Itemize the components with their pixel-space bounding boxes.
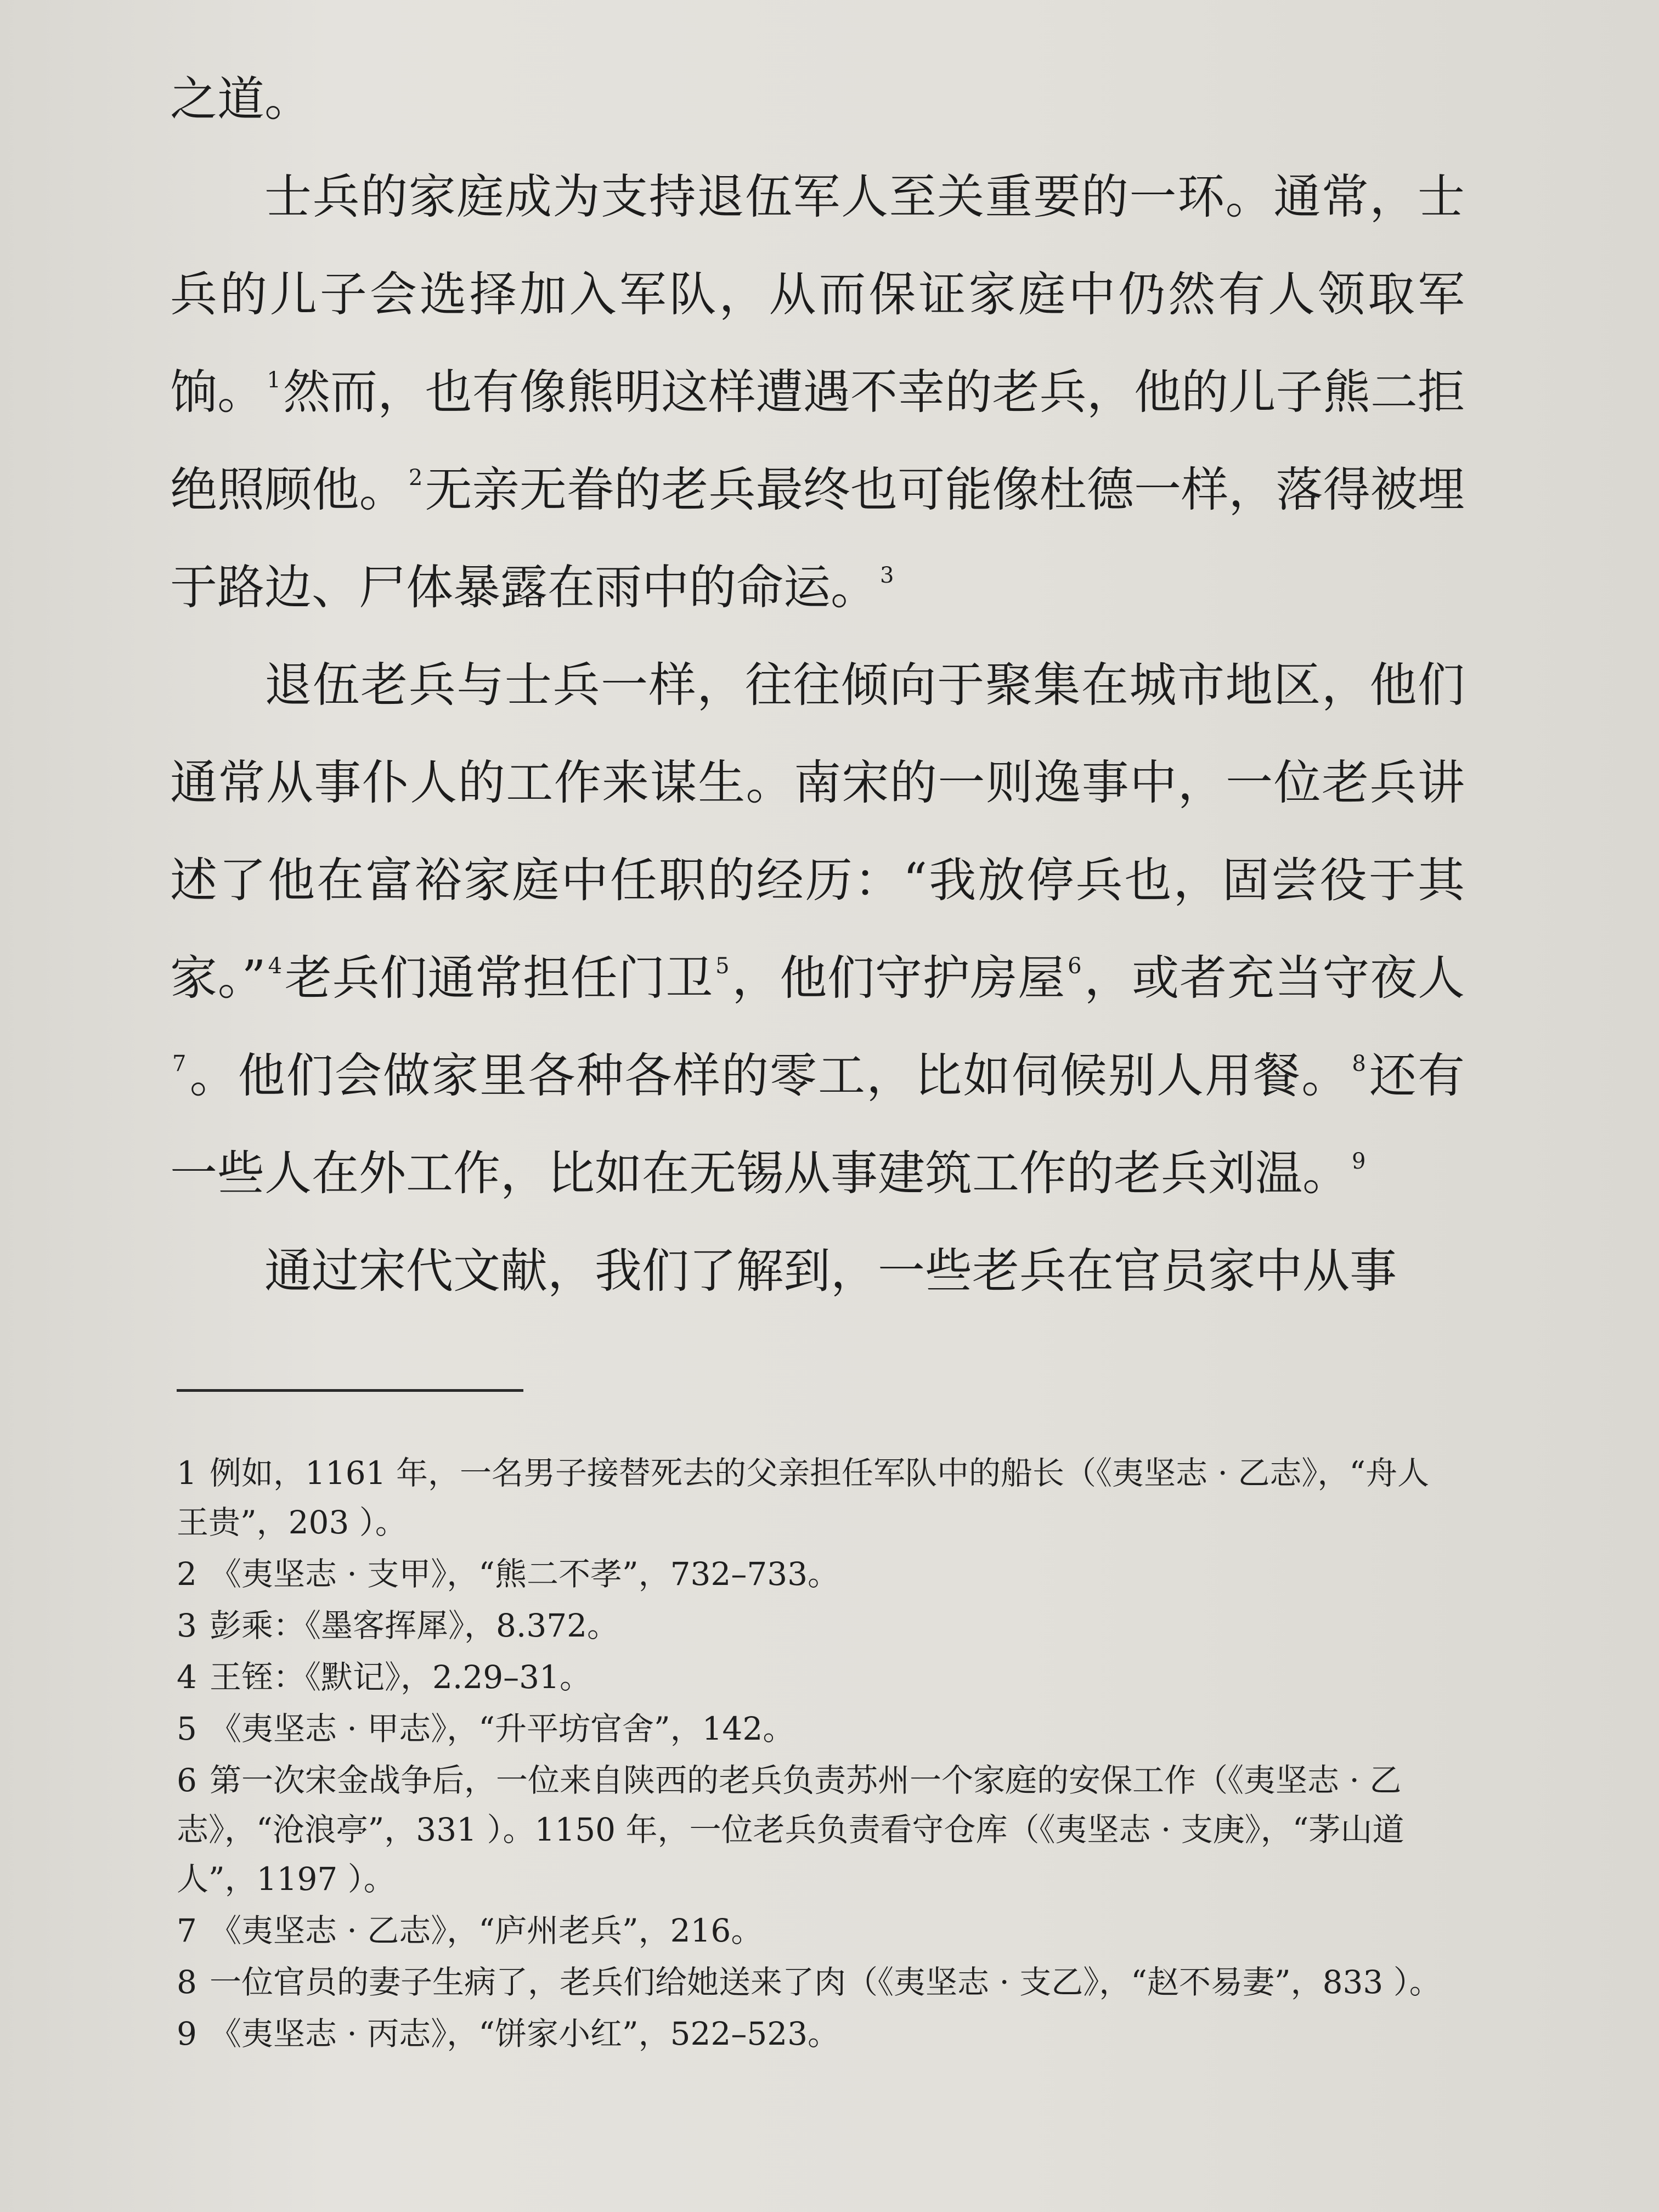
footnote-1	[177, 1448, 1455, 1547]
footnotes	[177, 1448, 1455, 2061]
footnote-text: 《夷坚志 · 甲志》，“升平坊官舍”，142。	[210, 1710, 795, 1747]
footnote-number: 9	[177, 2015, 197, 2052]
footnote-6	[177, 1756, 1455, 1904]
footnote-text: 例如，1161 年，一名男子接替死去的父亲担任军队中的船长（《夷坚志 · 乙志》，“舟人王贵”，203 ）。	[177, 1454, 1430, 1541]
footnote-4	[177, 1652, 1455, 1702]
paragraph-text: 。他们会做家里各种各样的零工，比如伺候别人用餐。	[188, 1048, 1350, 1103]
footnote-text: 一位官员的妻子生病了，老兵们给她送来了肉（《夷坚志 · 支乙》，“赵不易妻”，833 ）。	[210, 1963, 1441, 2001]
paragraph-text: 退伍老兵与士兵一样，往往倾向于聚集在城市地区，他们通常从事仆人的工作来谋生。南宋的一则逸事中，一位老兵讲述了他在富裕家庭中任职的经历：“我放停兵也，固尝役于其家。”	[170, 658, 1465, 1006]
paragraph-continuation	[170, 50, 1465, 148]
paragraph-text: 然而，也有像熊明这样遭遇不幸的老兵，他的儿子熊二拒绝照顾他。	[170, 365, 1465, 517]
paragraph-text: 士兵的家庭成为支持退伍军人至关重要的一环。通常，士兵的儿子会选择加入军队，从而保证家庭中仍然有人领取军饷。	[170, 170, 1465, 420]
footnote-number: 7	[177, 1912, 197, 1949]
footnote-number: 5	[177, 1710, 197, 1747]
paragraph-text: 之道。	[170, 72, 312, 127]
main-text	[170, 50, 1465, 1320]
footnote-number: 6	[177, 1762, 197, 1799]
paragraph-text: ，他们守护房屋	[731, 951, 1066, 1006]
footnote-text: 《夷坚志 · 乙志》，“庐州老兵”，216。	[210, 1912, 763, 1949]
footnote-ref-6[interactable]: 6	[1068, 953, 1082, 979]
footnote-ref-4[interactable]: 4	[268, 953, 283, 979]
footnote-ref-3[interactable]: 3	[880, 563, 894, 588]
footnote-text: 第一次宋金战争后，一位来自陕西的老兵负责苏州一个家庭的安保工作（《夷坚志 · 乙志》，“沧浪亭”，331 ）。1150 年，一位老兵负责看守仓库（《夷坚志 · 支庚》，“茅山道人”，1197 ）。	[177, 1762, 1404, 1898]
footnote-5	[177, 1704, 1455, 1753]
footnote-ref-1[interactable]: 1	[267, 368, 281, 393]
paragraph-text: 无亲无眷的老兵最终也可能像杜德一样，落得被埋于路边、尸体暴露在雨中的命运。	[170, 462, 1465, 615]
footnote-text: 王铚：《默记》，2.29–31。	[210, 1658, 591, 1696]
paragraph-family	[170, 148, 1465, 636]
footnote-number: 4	[177, 1658, 197, 1696]
paragraph-text: 老兵们通常担任门卫	[284, 951, 714, 1006]
paragraph-officials	[170, 1222, 1465, 1320]
paragraph-text: ，或者充当守夜人	[1084, 951, 1465, 1006]
footnote-ref-8[interactable]: 8	[1352, 1051, 1366, 1076]
footnote-text: 彭乘：《墨客挥犀》，8.372。	[210, 1607, 619, 1644]
footnote-ref-9[interactable]: 9	[1352, 1149, 1366, 1174]
footnote-ref-7[interactable]: 7	[172, 1051, 187, 1076]
footnote-9	[177, 2009, 1455, 2058]
footnote-text: 《夷坚志 · 支甲》，“熊二不孝”，732–733。	[210, 1555, 840, 1593]
footnote-ref-2[interactable]: 2	[408, 465, 423, 490]
footnote-ref-5[interactable]: 5	[715, 953, 730, 979]
footnote-number: 1	[177, 1454, 197, 1492]
footnote-text: 《夷坚志 · 丙志》，“饼家小红”，522–523。	[210, 2015, 840, 2052]
footnote-divider	[177, 1389, 523, 1392]
footnote-number: 2	[177, 1555, 197, 1593]
footnote-2	[177, 1549, 1455, 1599]
footnote-7	[177, 1906, 1455, 1955]
footnote-3	[177, 1601, 1455, 1650]
paragraph-servants	[170, 636, 1465, 1222]
paragraph-text: 还有一些人在外工作，比如在无锡从事建筑工作的老兵刘温。	[170, 1048, 1465, 1201]
footnote-number: 8	[177, 1963, 197, 2001]
footnote-8	[177, 1957, 1455, 2007]
footnote-number: 3	[177, 1607, 197, 1644]
paragraph-text: 通过宋代文献，我们了解到，一些老兵在官员家中从事	[264, 1244, 1397, 1299]
